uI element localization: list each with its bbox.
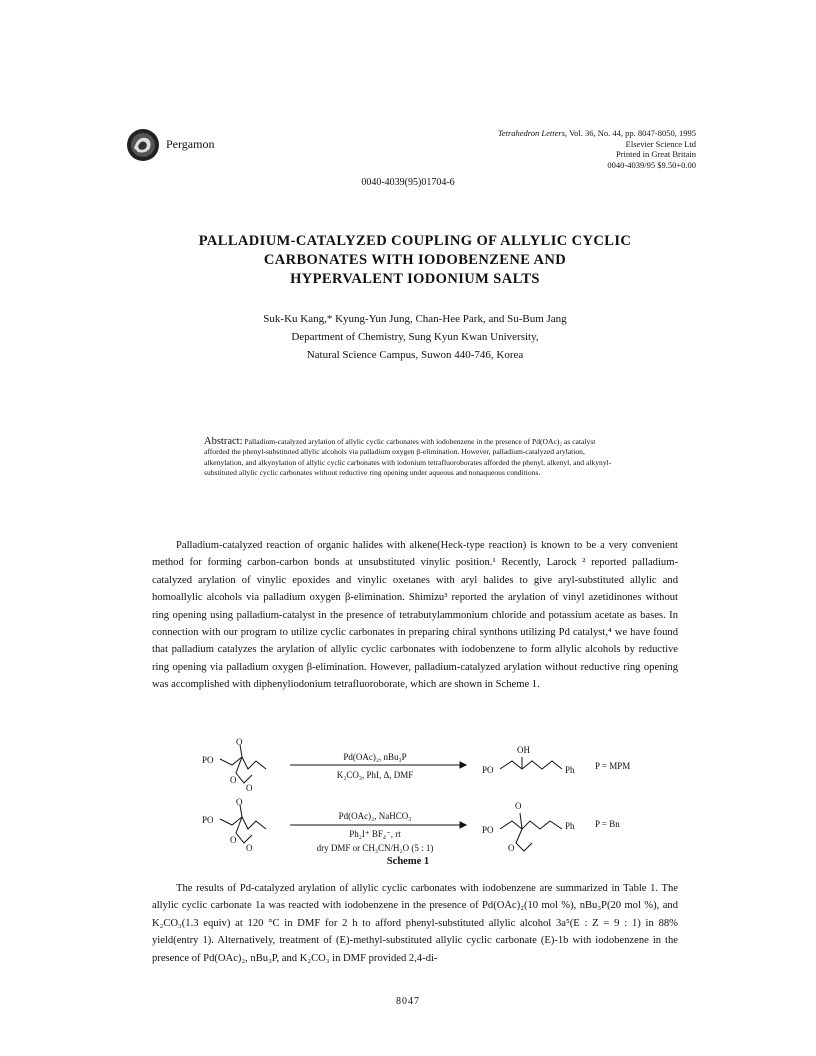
product2-ph-label: Ph [565, 821, 575, 831]
sm1-po-label: PO [202, 755, 214, 765]
product2-o-label: O [515, 801, 522, 811]
title-line-2: CARBONATES WITH IODOBENZENE AND [263, 252, 567, 268]
sm1-chain [220, 757, 266, 769]
sm2-o-label: O [236, 797, 243, 807]
paper-title [150, 232, 680, 289]
title-line-3: HYPERVALENT IODONIUM SALTS [290, 271, 540, 287]
sm2-ring-o2-label: O [246, 843, 253, 853]
r2-conditions-bottom: dry DMF or CH₃CN/H₂O (5 : 1) [316, 843, 434, 853]
affiliation-line-1: Department of Chemistry, Sung Kyun Kwan University, [291, 331, 539, 343]
abstract-label: Abstract: [204, 436, 243, 447]
journal-issn: 0040-4039/95 $9.50+0.00 [607, 159, 696, 170]
sm1-ring-o-label: O [230, 775, 237, 785]
journal-citation: Tetrahedron Letters, Vol. 36, No. 44, pp. 8047-8050, 1995 [497, 128, 696, 138]
affiliation-line-2: Natural Science Campus, Suwon 440-746, Korea [306, 349, 524, 361]
sm2-chain [220, 817, 266, 829]
journal-info [498, 128, 696, 170]
r2-conditions-mid: Ph₂I⁺ BF₄⁻, rt [349, 829, 401, 839]
journal-publisher: Elsevier Science Ltd [625, 138, 696, 149]
sm1-o-label: O [236, 737, 243, 747]
product2-po-label: PO [482, 825, 494, 835]
sm2-ring-o-label: O [230, 835, 237, 845]
author-names: Suk-Ku Kang,* Kyung-Yun Jung, Chan-Hee Park, and Su-Bum Jang [263, 313, 567, 325]
paragraph-text: Palladium-catalyzed reaction of organic halides with alkene(Heck-type reaction) is known to be a very convenient method for forming carbon-carbon bonds at unsubstituted vinylic position.¹ Recently, Larock ² reported palladium-catalyzed arylation of vinylic epoxides and vinylic oxetanes with aryl halides to give aryl-substituted allylic and homoallylic alcohols via palladium oxygen β-elimination. Shimizu³ reported the arylation of vinyl azetidinones without ring opening using palladium-catalyst in the presence of tetrabutylammonium chloride and potassium acetate as bases. In connection with our program to utilize cyclic carbonates in preparing chiral synthons utilizing Pd catalyst,⁴ we have found that palladium catalyzes the arylation of allylic cyclic carbonates with iodobenzene to form allylic alcohols by reductive ring opening via palladium oxygen β-elimination. However, palladium-catalyzed arylation without reductive ring opening was accomplished with diphenyliodonium tetrafluoroborate, which are shown in Scheme 1. [152, 540, 678, 691]
paragraph-text: The results of Pd-catalyzed arylation of allylic cyclic carbonates with iodobenzene are summarized in Table 1. The allylic cyclic carbonate 1a was reacted with iodobenzene in the presence of Pd(OAc)₂(10 mol %), nBu₃P(20 mol %), and K₂CO₃(1.3 equiv) at 120 °C in DMF for 2 h to afford phenyl-substituted allylic alcohol 3a⁵(E : Z = 9 : 1) in 88% yield(entry 1). Alternatively, treatment of (E)-methyl-substituted allylic cyclic carbonate (E)-1b with iodobenzene in the presence of Pd(OAc)₂, nBu₃P, and K₂CO₃ in DMF provided 2,4-di- [152, 883, 678, 964]
sm1-ring-o2-label: O [246, 783, 253, 793]
product1-chain [500, 761, 562, 769]
sm2-po-label: PO [202, 815, 214, 825]
product2-ring-o-label: O [508, 843, 515, 853]
article-doi: 0040-4039(95)01704-6 [361, 177, 455, 188]
product1-ph-label: Ph [565, 765, 575, 775]
r1-conditions-top: Pd(OAc)₂, nBu₃P [343, 752, 407, 762]
abstract [204, 437, 620, 479]
r1-conditions-bottom: K₂CO₃, PhI, Δ, DMF [336, 770, 414, 780]
scheme-caption: Scheme 1 [386, 856, 430, 867]
title-line-1: PALLADIUM-CATALYZED COUPLING OF ALLYLIC CYCLIC [198, 233, 632, 249]
r2-protecting-group: P = Bn [595, 819, 620, 829]
publisher-name: Pergamon [166, 137, 215, 151]
reaction-scheme [190, 733, 650, 863]
r2-conditions-top: Pd(OAc)₂, NaHCO₃ [338, 811, 412, 821]
body-paragraph-1 [152, 537, 678, 694]
body-paragraph-2 [152, 880, 678, 967]
abstract-text: Palladium-catalyzed arylation of allylic cyclic carbonates with iodobenzene in the presence of Pd(OAc)₂ as catalyst afforded the phenyl-substituted allylic alcohols via palladium oxygen β-elimination. However, palladium-catalyzed arylation, alkenylation, and alkynylation of allylic cyclic carbonates with iodonium tetrafluoroborates afforded the phenyl, alkenyl, and alkynyl-substituted allylic cyclic carbonates without reductive ring opening under aqueous and nonaqueous conditions. [204, 437, 612, 478]
author-block [150, 310, 680, 364]
page-number: 8047 [396, 996, 420, 1007]
publisher-logo [126, 128, 160, 162]
product2-chain [500, 821, 562, 829]
product1-po-label: PO [482, 765, 494, 775]
r1-protecting-group: P = MPM [595, 761, 631, 771]
journal-printed: Printed in Great Britain [615, 149, 696, 159]
product1-oh-label: OH [517, 745, 530, 755]
